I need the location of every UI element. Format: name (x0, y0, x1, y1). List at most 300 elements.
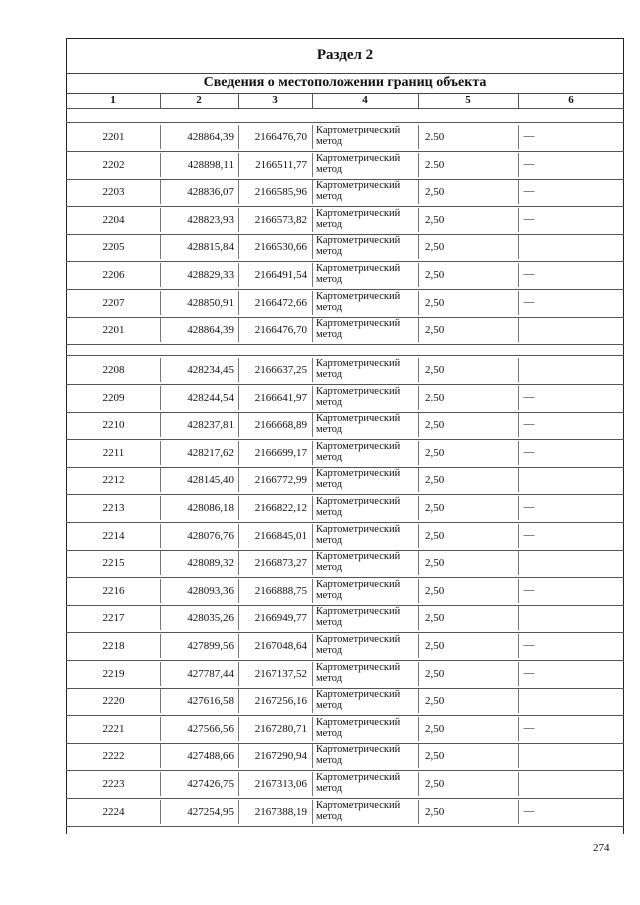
cell-divider (238, 125, 239, 149)
accuracy: 2,50 (425, 750, 445, 762)
note: — (523, 296, 535, 308)
coordinate-y: 2166491,54 (254, 269, 307, 281)
table-row (66, 577, 624, 605)
coordinate-y: 2166772,99 (254, 474, 307, 486)
point-number: 2221 (102, 723, 125, 735)
method-line: метод (316, 590, 343, 601)
cell-divider (238, 153, 239, 177)
table-row (66, 384, 624, 412)
coordinate-y: 2166476,70 (254, 324, 307, 336)
method-line: метод (316, 617, 343, 628)
cell-divider (238, 318, 239, 342)
method-line: метод (316, 302, 343, 313)
method-cell (316, 153, 426, 175)
cell-divider (418, 579, 419, 603)
point-number: 2203 (102, 186, 125, 198)
column-divider (160, 93, 161, 108)
coordinate-x: 428244,54 (187, 392, 234, 404)
coordinate-y: 2166476,70 (254, 131, 307, 143)
cell-divider (238, 744, 239, 768)
method-cell (316, 468, 426, 490)
cell-divider (160, 358, 161, 382)
cell-divider (238, 441, 239, 465)
coordinate-y: 2167256,16 (254, 695, 307, 707)
cell-divider (418, 496, 419, 520)
cell-divider (312, 358, 313, 382)
point-number: 2211 (102, 447, 125, 459)
cell-divider (312, 524, 313, 548)
cell-divider (312, 717, 313, 741)
note: — (523, 185, 535, 197)
coordinate-x: 428035,26 (187, 612, 234, 624)
coordinate-y: 2166949,77 (254, 612, 307, 624)
table-row (66, 178, 624, 206)
header-rule (66, 108, 624, 109)
table-row (66, 439, 624, 467)
cell-divider (160, 413, 161, 437)
cell-divider (418, 800, 419, 824)
point-number: 2222 (102, 750, 125, 762)
cell-divider (160, 662, 161, 686)
coordinate-x: 428234,45 (187, 364, 234, 376)
cell-divider (518, 468, 519, 492)
cell-divider (312, 180, 313, 204)
method-line: метод (316, 479, 343, 490)
column-header-2: 2 (196, 94, 202, 106)
accuracy: 2,50 (425, 324, 445, 336)
cell-divider (238, 662, 239, 686)
column-header-1: 1 (110, 94, 116, 106)
cell-divider (238, 413, 239, 437)
accuracy: 2,50 (425, 585, 445, 597)
coordinate-y: 2166668,89 (254, 419, 307, 431)
accuracy: 2,50 (425, 474, 445, 486)
cell-divider (418, 717, 419, 741)
note: — (523, 418, 535, 430)
accuracy: 2,50 (425, 447, 445, 459)
cell-divider (312, 551, 313, 575)
point-number: 2224 (102, 806, 125, 818)
cell-divider (238, 496, 239, 520)
cell-divider (312, 772, 313, 796)
cell-divider (518, 413, 519, 437)
accuracy: 2,50 (425, 214, 445, 226)
cell-divider (238, 579, 239, 603)
table-row (66, 233, 624, 261)
method-line: метод (316, 700, 343, 711)
method-line: метод (316, 397, 343, 408)
cell-divider (518, 496, 519, 520)
method-line: Картометрический (316, 551, 401, 562)
method-line: Картометрический (316, 263, 401, 274)
coordinate-y: 2166822,12 (254, 502, 307, 514)
method-line: метод (316, 452, 343, 463)
cell-divider (518, 263, 519, 287)
cell-divider (418, 744, 419, 768)
method-line: метод (316, 329, 343, 340)
coordinate-y: 2166699,17 (254, 447, 307, 459)
table-row (66, 123, 624, 151)
method-line: метод (316, 274, 343, 285)
cell-divider (238, 468, 239, 492)
cell-divider (518, 125, 519, 149)
note: — (523, 639, 535, 651)
cell-divider (160, 800, 161, 824)
method-cell (316, 208, 426, 230)
cell-divider (418, 386, 419, 410)
table-row (66, 549, 624, 577)
method-line: метод (316, 191, 343, 202)
cell-divider (160, 579, 161, 603)
cell-divider (518, 318, 519, 342)
method-line: Картометрический (316, 291, 401, 302)
cell-divider (160, 689, 161, 713)
method-cell (316, 551, 426, 573)
table-row (66, 715, 624, 743)
point-number: 2209 (102, 392, 125, 404)
method-line: Картометрический (316, 208, 401, 219)
method-line: Картометрический (316, 579, 401, 590)
cell-divider (518, 208, 519, 232)
row-rule (66, 344, 624, 345)
accuracy: 2.50 (425, 392, 445, 404)
table-row (66, 770, 624, 798)
note: — (523, 268, 535, 280)
coordinate-y: 2166845,01 (254, 530, 307, 542)
coordinate-x: 428815,84 (187, 241, 234, 253)
cell-divider (518, 441, 519, 465)
cell-divider (238, 772, 239, 796)
point-number: 2214 (102, 530, 125, 542)
table-row (66, 206, 624, 234)
cell-divider (238, 386, 239, 410)
note: — (523, 446, 535, 458)
cell-divider (518, 579, 519, 603)
cell-divider (518, 358, 519, 382)
method-line: Картометрический (316, 496, 401, 507)
coordinate-x: 428898,11 (187, 159, 234, 171)
point-number: 2202 (102, 159, 125, 171)
cell-divider (312, 496, 313, 520)
point-number: 2207 (102, 297, 125, 309)
cell-divider (518, 524, 519, 548)
cell-divider (518, 291, 519, 315)
cell-divider (418, 125, 419, 149)
table-row (66, 522, 624, 550)
cell-divider (238, 208, 239, 232)
cell-divider (418, 208, 419, 232)
cell-divider (312, 291, 313, 315)
method-line: метод (316, 783, 343, 794)
coordinate-y: 2167137,52 (254, 668, 307, 680)
method-cell (316, 772, 426, 794)
method-line: Картометрический (316, 468, 401, 479)
coordinate-y: 2167048,64 (254, 640, 307, 652)
point-number: 2219 (102, 668, 125, 680)
cell-divider (312, 662, 313, 686)
coordinate-y: 2166585,96 (254, 186, 307, 198)
coordinate-y: 2167313,06 (254, 778, 307, 790)
coordinate-x: 428217,62 (187, 447, 234, 459)
coordinate-y: 2167280,71 (254, 723, 307, 735)
cell-divider (518, 180, 519, 204)
coordinate-y: 2166888,75 (254, 585, 307, 597)
cell-divider (312, 125, 313, 149)
method-line: Картометрический (316, 153, 401, 164)
accuracy: 2.50 (425, 159, 445, 171)
coordinate-x: 428836,07 (187, 186, 234, 198)
table-row (66, 798, 624, 826)
cell-divider (418, 263, 419, 287)
method-line: метод (316, 811, 343, 822)
cell-divider (418, 441, 419, 465)
point-number: 2216 (102, 585, 125, 597)
point-number: 2212 (102, 474, 125, 486)
table-row (66, 660, 624, 688)
table-row (66, 604, 624, 632)
point-number: 2205 (102, 241, 125, 253)
method-line: Картометрический (316, 413, 401, 424)
method-cell (316, 441, 426, 463)
method-line: Картометрический (316, 772, 401, 783)
cell-divider (238, 689, 239, 713)
cell-divider (418, 662, 419, 686)
method-cell (316, 263, 426, 285)
method-cell (316, 634, 426, 656)
note: — (523, 391, 535, 403)
method-line: метод (316, 164, 343, 175)
cell-divider (312, 208, 313, 232)
table-row (66, 151, 624, 179)
cell-divider (418, 180, 419, 204)
cell-divider (238, 263, 239, 287)
method-line: Картометрический (316, 358, 401, 369)
method-cell (316, 496, 426, 518)
method-line: Картометрический (316, 689, 401, 700)
accuracy: 2,50 (425, 241, 445, 253)
point-number: 2220 (102, 695, 125, 707)
cell-divider (160, 291, 161, 315)
note: — (523, 667, 535, 679)
section-subtitle: Сведения о местоположении границ объекта (66, 73, 624, 94)
method-line: Картометрический (316, 235, 401, 246)
table-row (66, 289, 624, 317)
coordinate-y: 2166530,66 (254, 241, 307, 253)
coordinate-x: 427254,95 (187, 806, 234, 818)
method-cell (316, 689, 426, 711)
cell-divider (238, 800, 239, 824)
coordinate-y: 2166472,66 (254, 297, 307, 309)
coordinate-x: 428089,32 (187, 557, 234, 569)
method-line: Картометрический (316, 717, 401, 728)
cell-divider (312, 413, 313, 437)
method-line: Картометрический (316, 180, 401, 191)
method-line: Картометрический (316, 606, 401, 617)
coordinate-y: 2167290,94 (254, 750, 307, 762)
cell-divider (518, 662, 519, 686)
cell-divider (160, 634, 161, 658)
table-row (66, 316, 624, 344)
cell-divider (238, 358, 239, 382)
coordinate-y: 2166641,97 (254, 392, 307, 404)
point-number: 2210 (102, 419, 125, 431)
accuracy: 2,50 (425, 530, 445, 542)
cell-divider (160, 524, 161, 548)
method-cell (316, 180, 426, 202)
method-cell (316, 125, 426, 147)
cell-divider (518, 744, 519, 768)
coordinate-x: 428145,40 (187, 474, 234, 486)
table-row (66, 356, 624, 384)
method-line: метод (316, 728, 343, 739)
accuracy: 2,50 (425, 297, 445, 309)
method-line: Картометрический (316, 318, 401, 329)
cell-divider (238, 606, 239, 630)
point-number: 2201 (102, 131, 125, 143)
cell-divider (312, 468, 313, 492)
cell-divider (312, 744, 313, 768)
method-line: Картометрический (316, 441, 401, 452)
method-cell (316, 579, 426, 601)
cell-divider (418, 772, 419, 796)
coordinate-x: 428093,36 (187, 585, 234, 597)
method-line: метод (316, 136, 343, 147)
column-header-3: 3 (272, 94, 278, 106)
method-line: Картометрический (316, 744, 401, 755)
table-row (66, 261, 624, 289)
column-divider (418, 93, 419, 108)
note: — (523, 805, 535, 817)
cell-divider (418, 358, 419, 382)
method-cell (316, 235, 426, 257)
cell-divider (418, 153, 419, 177)
coordinate-x: 428864,39 (187, 324, 234, 336)
method-cell (316, 318, 426, 340)
method-line: метод (316, 535, 343, 546)
note: — (523, 529, 535, 541)
accuracy: 2,50 (425, 668, 445, 680)
cell-divider (238, 551, 239, 575)
accuracy: 2,50 (425, 502, 445, 514)
table-row (66, 466, 624, 494)
table-row (66, 742, 624, 770)
accuracy: 2,50 (425, 269, 445, 281)
cell-divider (418, 689, 419, 713)
accuracy: 2,50 (425, 723, 445, 735)
cell-divider (160, 153, 161, 177)
accuracy: 2,50 (425, 806, 445, 818)
coordinate-x: 427899,56 (187, 640, 234, 652)
method-cell (316, 800, 426, 822)
cell-divider (418, 413, 419, 437)
method-line: Картометрический (316, 386, 401, 397)
accuracy: 2,50 (425, 612, 445, 624)
coordinate-x: 427787,44 (187, 668, 234, 680)
note: — (523, 501, 535, 513)
cell-divider (518, 386, 519, 410)
coordinate-x: 428076,76 (187, 530, 234, 542)
column-divider (518, 93, 519, 108)
coordinate-x: 428864,39 (187, 131, 234, 143)
cell-divider (312, 606, 313, 630)
point-number: 2204 (102, 214, 125, 226)
note: — (523, 158, 535, 170)
coordinate-x: 427616,58 (187, 695, 234, 707)
cell-divider (160, 772, 161, 796)
cell-divider (518, 689, 519, 713)
cell-divider (518, 634, 519, 658)
point-number: 2218 (102, 640, 125, 652)
cell-divider (238, 291, 239, 315)
cell-divider (312, 263, 313, 287)
row-rule (66, 826, 624, 827)
cell-divider (238, 235, 239, 259)
coordinate-y: 2167388,19 (254, 806, 307, 818)
cell-divider (312, 153, 313, 177)
cell-divider (418, 235, 419, 259)
method-line: метод (316, 424, 343, 435)
cell-divider (312, 689, 313, 713)
method-line: метод (316, 645, 343, 656)
point-number: 2217 (102, 612, 125, 624)
coordinate-x: 428823,93 (187, 214, 234, 226)
method-line: Картометрический (316, 524, 401, 535)
cell-divider (518, 153, 519, 177)
cell-divider (160, 606, 161, 630)
cell-divider (418, 634, 419, 658)
cell-divider (160, 263, 161, 287)
cell-divider (418, 606, 419, 630)
cell-divider (160, 744, 161, 768)
cell-divider (312, 318, 313, 342)
accuracy: 2,50 (425, 695, 445, 707)
method-line: метод (316, 369, 343, 380)
column-divider (312, 93, 313, 108)
method-cell (316, 358, 426, 380)
cell-divider (160, 717, 161, 741)
coordinate-x: 428850,91 (187, 297, 234, 309)
cell-divider (238, 717, 239, 741)
accuracy: 2,50 (425, 778, 445, 790)
page-number: 274 (593, 842, 610, 854)
note: — (523, 213, 535, 225)
cell-divider (312, 441, 313, 465)
cell-divider (518, 235, 519, 259)
coordinate-y: 2166573,82 (254, 214, 307, 226)
method-line: Картометрический (316, 634, 401, 645)
method-cell (316, 744, 426, 766)
cell-divider (312, 386, 313, 410)
method-line: метод (316, 507, 343, 518)
coordinate-x: 427488,66 (187, 750, 234, 762)
cell-divider (160, 496, 161, 520)
cell-divider (418, 468, 419, 492)
point-number: 2223 (102, 778, 125, 790)
cell-divider (160, 441, 161, 465)
column-header-5: 5 (465, 94, 471, 106)
point-number: 2206 (102, 269, 125, 281)
column-header-4: 4 (362, 94, 368, 106)
method-cell (316, 606, 426, 628)
accuracy: 2,50 (425, 364, 445, 376)
cell-divider (160, 208, 161, 232)
note: — (523, 584, 535, 596)
cell-divider (418, 318, 419, 342)
cell-divider (518, 606, 519, 630)
accuracy: 2,50 (425, 419, 445, 431)
table-row (66, 687, 624, 715)
method-cell (316, 662, 426, 684)
